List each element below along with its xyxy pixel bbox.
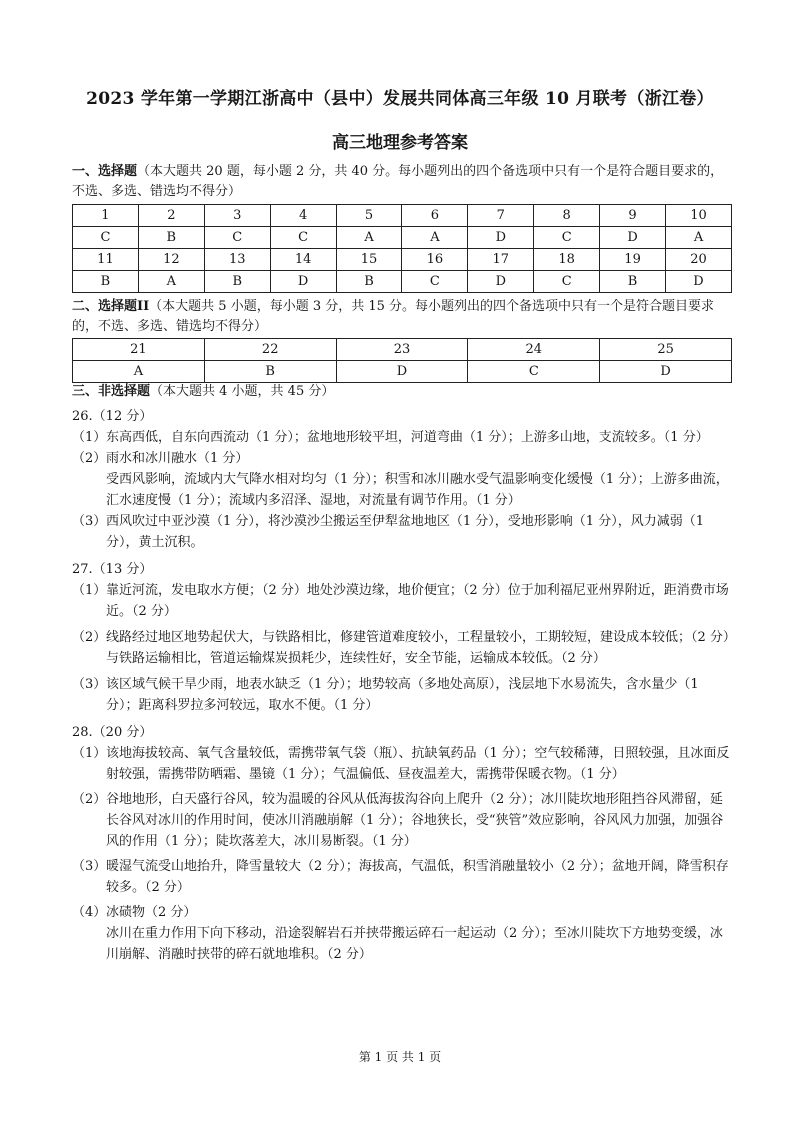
- table-1-cell: B: [73, 271, 139, 293]
- table-1-row: [73, 205, 732, 227]
- table-1-cell: 9: [600, 205, 666, 227]
- table-1-cell: A: [138, 271, 204, 293]
- section-1-title: 一、选择题: [72, 164, 138, 179]
- table-2-row: [73, 361, 732, 383]
- table-2-cell: B: [204, 361, 336, 383]
- table-2-cell: 22: [204, 339, 336, 361]
- q26-part-2: [72, 448, 732, 511]
- q27-part-2-text: 线路经过地区地势起伏大，与铁路相比，修建管道难度较小，工程量较小，工期较短，建设成本较低；（2 分）与铁路运输相比，管道运输煤炭损耗少，连续性好，安全节能，运输成本较低。（2 分）: [106, 630, 730, 666]
- q28-part-3: [72, 856, 732, 898]
- section-3: [72, 382, 732, 965]
- section-3-title: 三、非选择题: [72, 384, 151, 399]
- table-1-cell: 3: [204, 205, 270, 227]
- question-28-number: 28.（20 分）: [72, 725, 153, 740]
- q26-part-3-text: 西风吹过中亚沙漠（1 分），将沙漠沙尘搬运至伊犁盆地地区（1 分），受地形影响（1 分），风力减弱（1 分），黄土沉积。: [106, 514, 704, 550]
- q28-part-2-text: 谷地地形，白天盛行谷风，较为温暖的谷风从低海拔沟谷向上爬升（2 分）；冰川陡坎地形阻挡谷风滞留，延长谷风对冰川的作用时间，使冰川消融崩解（1 分）；谷地狭长，受“狭管”效应影响，谷风风力加强，加强谷风的作用（1 分）；陡坎落差大，冰川易断裂。（1 分）: [106, 792, 724, 849]
- section-2-intro: （本大题共 5 小题，每小题 3 分，共 15 分。每小题列出的四个备选项中只有一个是符合题目要求的，不选、多选、错选均不得分）: [72, 299, 715, 334]
- q28-part-2-label: （2）: [72, 792, 107, 807]
- table-1-cell: 14: [270, 249, 336, 271]
- table-1-cell: D: [468, 271, 534, 293]
- q28-part-4-label: （4）: [72, 905, 107, 920]
- section-2: [72, 297, 732, 383]
- table-2-cell: C: [468, 361, 600, 383]
- table-1-cell: D: [270, 271, 336, 293]
- table-1-cell: 13: [204, 249, 270, 271]
- q26-part-3-label: （3）: [72, 514, 107, 529]
- q26-part-3: [72, 511, 732, 553]
- table-1-cell: 1: [73, 205, 139, 227]
- section-1: [72, 162, 732, 293]
- table-2-cell: A: [73, 361, 205, 383]
- q27-part-1-label: （1）: [72, 583, 107, 598]
- exam-title: 2023 学年第一学期江浙高中（县中）发展共同体高三年级 10 月联考（浙江卷）: [86, 89, 714, 109]
- table-1-cell: B: [204, 271, 270, 293]
- table-1-cell: C: [534, 271, 600, 293]
- q27-part-3-label: （3）: [72, 677, 107, 692]
- table-1-cell: 8: [534, 205, 600, 227]
- table-2-cell: D: [600, 361, 732, 383]
- table-1-cell: 12: [138, 249, 204, 271]
- q27-part-1: [72, 580, 732, 622]
- table-1-cell: 11: [73, 249, 139, 271]
- q28-part-2: [72, 789, 732, 852]
- table-1-cell: A: [402, 227, 468, 249]
- table-1-cell: 16: [402, 249, 468, 271]
- q28-part-4: [72, 902, 732, 965]
- q27-part-3-text: 该区域气候干旱少雨，地表水缺乏（1 分）；地势较高（多地处高原），浅层地下水易流失，含水量少（1 分）；距离科罗拉多河较远，取水不便。（1 分）: [106, 677, 699, 713]
- q26-part-1-label: （1）: [72, 430, 107, 445]
- table-1-cell: D: [666, 271, 732, 293]
- table-1-cell: 18: [534, 249, 600, 271]
- table-1-cell: B: [138, 227, 204, 249]
- table-2-cell: 23: [336, 339, 468, 361]
- section-3-heading: [72, 382, 732, 402]
- table-1-cell: 5: [336, 205, 402, 227]
- table-2-cell: D: [336, 361, 468, 383]
- table-2-cell: 25: [600, 339, 732, 361]
- q26-part-2-text: 受西风影响，流域内大气降水相对均匀（1 分）；积雪和冰川融水受气温影响变化缓慢（1 分）；上游多曲流，汇水速度慢（1 分）；流域内多沼泽、湿地，对流量有调节作用。（1 分）: [106, 472, 729, 508]
- table-2-cell: 24: [468, 339, 600, 361]
- table-1-cell: 17: [468, 249, 534, 271]
- table-1-cell: C: [534, 227, 600, 249]
- q28-part-3-text: 暖湿气流受山地抬升，降雪量较大（2 分）；海拔高，气温低，积雪消融量较小（2 分）；盆地开阔，降雪积存较多。（2 分）: [106, 859, 729, 895]
- q27-part-2: [72, 627, 732, 669]
- question-26-number: 26.（12 分）: [72, 409, 153, 424]
- table-1-cell: D: [600, 227, 666, 249]
- section-3-intro: （本大题共 4 小题，共 45 分）: [150, 384, 335, 399]
- q26-part-2-label: （2）: [72, 451, 107, 466]
- table-1-cell: 6: [402, 205, 468, 227]
- table-1-cell: C: [204, 227, 270, 249]
- section-1-heading: [72, 162, 732, 202]
- page-number: 第 1 页 共 1 页: [358, 1050, 442, 1064]
- table-1-cell: A: [336, 227, 402, 249]
- q28-part-1-text: 该地海拔较高、氧气含量较低，需携带氧气袋（瓶）、抗缺氧药品（1 分）；空气较稀薄，日照较强，且冰面反射较强，需携带防晒霜、墨镜（1 分）；气温偏低、昼夜温差大，需携带保暖衣物。（1 分）: [106, 746, 730, 782]
- table-1-cell: A: [666, 227, 732, 249]
- table-1-cell: B: [600, 271, 666, 293]
- question-26: [72, 406, 732, 553]
- table-1-cell: 10: [666, 205, 732, 227]
- table-1-cell: C: [270, 227, 336, 249]
- table-1-cell: 19: [600, 249, 666, 271]
- q28-part-4-text: 冰川在重力作用下向下移动，沿途裂解岩石并挟带搬运碎石一起运动（2 分）；至冰川陡坎下方地势变缓，冰川崩解、消融时挟带的碎石就地堆积。（2 分）: [106, 926, 723, 962]
- table-1-cell: 2: [138, 205, 204, 227]
- table-1-cell: B: [336, 271, 402, 293]
- q28-part-4-head: 冰碛物（2 分）: [106, 905, 197, 920]
- table-1-row: [73, 227, 732, 249]
- table-1-cell: 15: [336, 249, 402, 271]
- q26-part-2-head: 雨水和冰川融水（1 分）: [106, 451, 249, 466]
- question-27-number: 27.（13 分）: [72, 562, 153, 577]
- q28-part-3-label: （3）: [72, 859, 107, 874]
- section-1-intro: （本大题共 20 题，每小题 2 分，共 40 分。每小题列出的四个备选项中只有一个是符合题目要求的，不选、多选、错选均不得分）: [72, 164, 724, 199]
- table-1-cell: 20: [666, 249, 732, 271]
- answer-subtitle: 高三地理参考答案: [332, 133, 468, 153]
- table-1-cell: C: [402, 271, 468, 293]
- table-2-cell: 21: [73, 339, 205, 361]
- q28-part-1: [72, 743, 732, 785]
- section-2-title: 二、选择题II: [72, 299, 150, 314]
- answer-table-1: [72, 204, 732, 293]
- table-1-row: [73, 249, 732, 271]
- q28-part-1-label: （1）: [72, 746, 107, 761]
- q26-part-1: [72, 427, 732, 448]
- table-1-cell: C: [73, 227, 139, 249]
- q27-part-2-label: （2）: [72, 630, 107, 645]
- question-28: [72, 722, 732, 965]
- table-1-cell: D: [468, 227, 534, 249]
- answer-table-2: [72, 338, 732, 383]
- table-1-cell: 7: [468, 205, 534, 227]
- table-1-cell: 4: [270, 205, 336, 227]
- section-2-heading: [72, 297, 732, 337]
- table-1-row: [73, 271, 732, 293]
- q26-part-1-text: 东高西低，自东向西流动（1 分）；盆地地形较平坦，河道弯曲（1 分）；上游多山地，支流较多。（1 分）: [106, 430, 709, 445]
- table-2-row: [73, 339, 732, 361]
- q27-part-1-text: 靠近河流，发电取水方便；（2 分）地处沙漠边缘，地价便宜；（2 分）位于加利福尼亚州界附近，距消费市场近。（2 分）: [106, 583, 729, 619]
- q27-part-3: [72, 674, 732, 716]
- question-27: [72, 559, 732, 716]
